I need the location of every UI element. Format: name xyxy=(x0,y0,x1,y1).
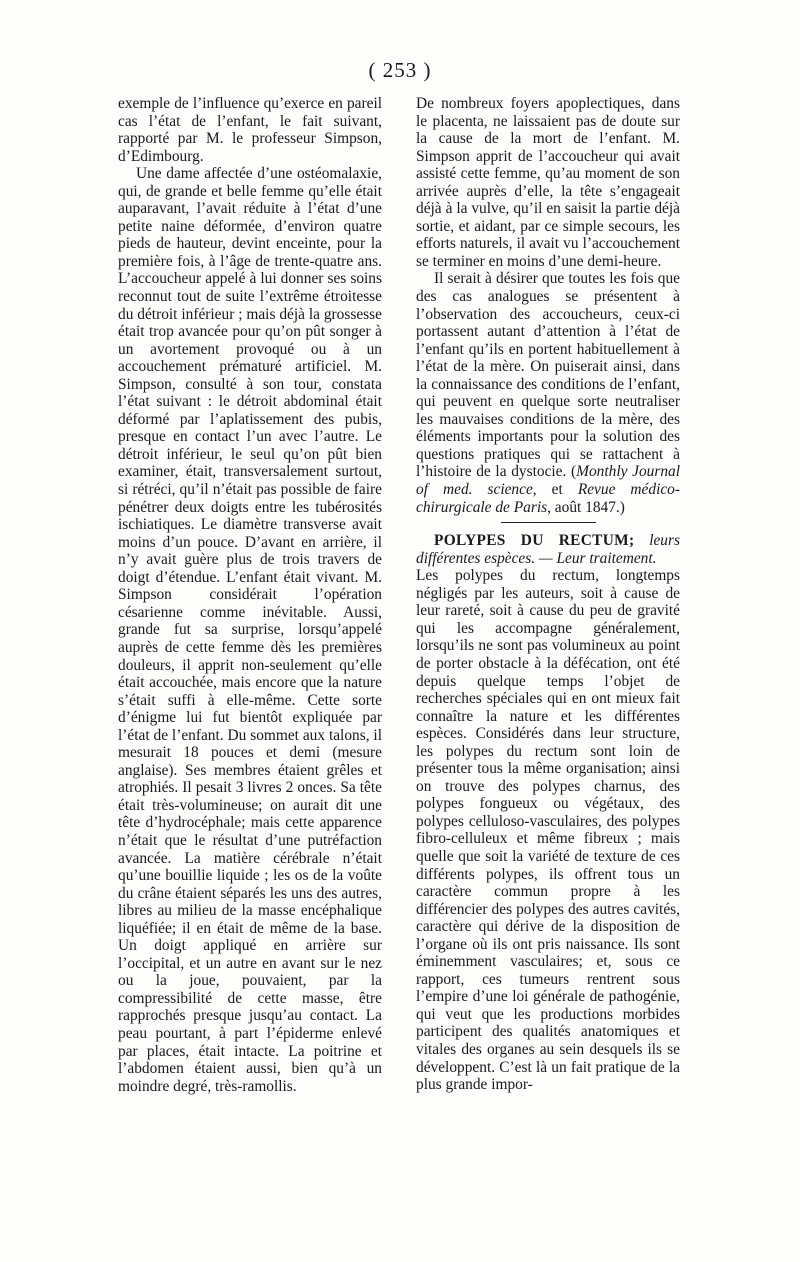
section-body: Les polypes du rectum, longtemps négligés par les auteurs, soit à cause de leur rareté, soit à cause du peu de gravité qui les accompagne généralement, lorsqu’ils ne sont pas volumineux au point de porter obstacle à la défécation, ont été depuis quelque temps l’objet de recherches spéciales qui en ont mieux fait connaître la nature et les différentes espèces. Considérés dans leur structure, les polypes du rectum sont loin de présenter tous la même organisation; ainsi on trouve des polypes charnus, des polypes fongueux ou végétaux, des polypes celluloso-vasculaires, des polypes fibro-celluleux et même fibreux ; mais quelle que soit la variété de texture de ces différents polypes, ils offrent tous un caractère commun propre à les différencier des polypes des autres cavités, caractère qui dérive de la disposition de l’organe où ils ont pris naissance. Ils sont éminemment vasculaires; et, sous ce rapport, ces tumeurs rentrent sous l’empire d’une loi générale de pathogénie, qui veut que les productions morbides participent des qualités anatomiques et vitales des organes au sein desquels ils se développent. C’est là un fait pratique de la plus grande impor- xyxy=(416,567,680,1094)
section-subtitle: leurs différentes espèces. — Leur traitement. xyxy=(416,532,680,567)
right-paragraph-1: De nombreux foyers apoplectiques, dans le placenta, ne laissaient pas de doute sur la cause de la mort de l’enfant. M. Simpson apprit de l’accoucheur qui avait assisté cette femme, qu’au moment de son arrivée auprès d’elle, la tête s’engageait déjà à la vulve, qu’il en saisit la partie déjà sortie, et aidant, par ce simple secours, les efforts naturels, il avait vu l’accouchement se terminer en moins d’une demi-heure. xyxy=(416,95,680,270)
citation-conjunction: , et xyxy=(532,481,578,499)
right-paragraph-2 xyxy=(416,270,680,516)
page-number: ( 253 ) xyxy=(368,58,432,82)
paragraph-text: Il serait à désirer que toutes les fois que des cas analogues se présentent à l’observation des accoucheurs, ceux-ci portassent autant d’attention à l’état de l’enfant qu’ils en portent habituellement à l’état de la mère. On puiserait ainsi, dans la connaissance des conditions de l’enfant, qui peuvent en quelque sorte neutraliser les mauvaises conditions de la mère, des éléments importants pour la solution des questions pratiques qui se rattachent à l’histoire de la dystocie. ( xyxy=(416,270,680,481)
section-heading xyxy=(416,532,680,567)
left-paragraph-2: Une dame affectée d’une ostéomalaxie, qui, de grande et belle femme qu’elle était auparavant, l’avait réduite à l’état d’une petite naine déformée, d’environ quatre pieds de hauteur, devint enceinte, pour la première fois, à l’âge de trente-quatre ans. L’accoucheur appelé à lui donner ses soins reconnut tout de suite l’extrême étroitesse du détroit inférieur ; mais déjà la grossesse était trop avancée pour qu’on pût songer à un avortement provoqué ou à un accouchement prématuré artificiel. M. Simpson, consulté à son tour, constata l’état suivant : le détroit abdominal était déformé par l’aplatissement des pubis, presque en contact l’un avec l’autre. Le détroit inférieur, le seul qu’on pût bien examiner, était, transversalement surtout, si rétréci, qu’il n’était pas possible de faire pénétrer deux doigts entre les tubérosités ischiatiques. Le diamètre transverse avait moins d’un pouce. D’avant en arrière, il n’y avait guère plus de trois travers de doigt d’étendue. L’enfant était vivant. M. Simpson considérait l’opération césarienne comme inévitable. Aussi, grande fut sa surprise, lorsqu’appelé auprès de cette femme dès les premières douleurs, il apprit non-seulement qu’elle était accouchée, mais encore que la nature s’était suffi à elle-même. Cette sorte d’énigme lui fut bientôt expliquée par l’état de l’enfant. Du sommet aux talons, il mesurait 18 pouces et demi (mesure anglaise). Ses membres étaient grêles et atrophiés. Il pesait 3 livres 2 onces. Sa tête était très-volumineuse; on aurait dit une tête d’hydrocéphale; mais cette apparence n’était que le résultat d’une putréfaction avancée. La matière cérébrale n’était qu’une bouillie liquide ; les os de la voûte du crâne étaient séparés les uns des autres, libres au milieu de la masse encéphalique liquéfiée; il en était de même de la base. Un doigt appliqué en arrière sur l’occipital, et un autre en avant sur le nez ou la joue, pouvaient, par la compressibilité de cette masse, être rapprochés presque jusqu’au contact. La peau pourtant, à part l’épiderme enlevé par places, était intacte. La poitrine et l’abdomen étaient aussi, bien qu’à un moindre degré, très-ramollis. xyxy=(118,165,382,1095)
citation-date: , août 1847.) xyxy=(547,498,625,516)
left-paragraph-1: exemple de l’influence qu’exerce en pareil cas l’état de l’enfant, le fait suivant, rapporté par M. le professeur Simpson, d’Edimbourg. xyxy=(118,95,382,165)
citation-journal: Monthly Journal of med. science xyxy=(416,463,680,499)
section-title: POLYPES DU RECTUM; xyxy=(434,532,635,550)
section-divider xyxy=(501,522,596,523)
left-column xyxy=(118,95,382,1095)
right-column xyxy=(416,95,680,1094)
citation-revue: Revue médico-chirurgicale de Paris xyxy=(416,481,680,516)
